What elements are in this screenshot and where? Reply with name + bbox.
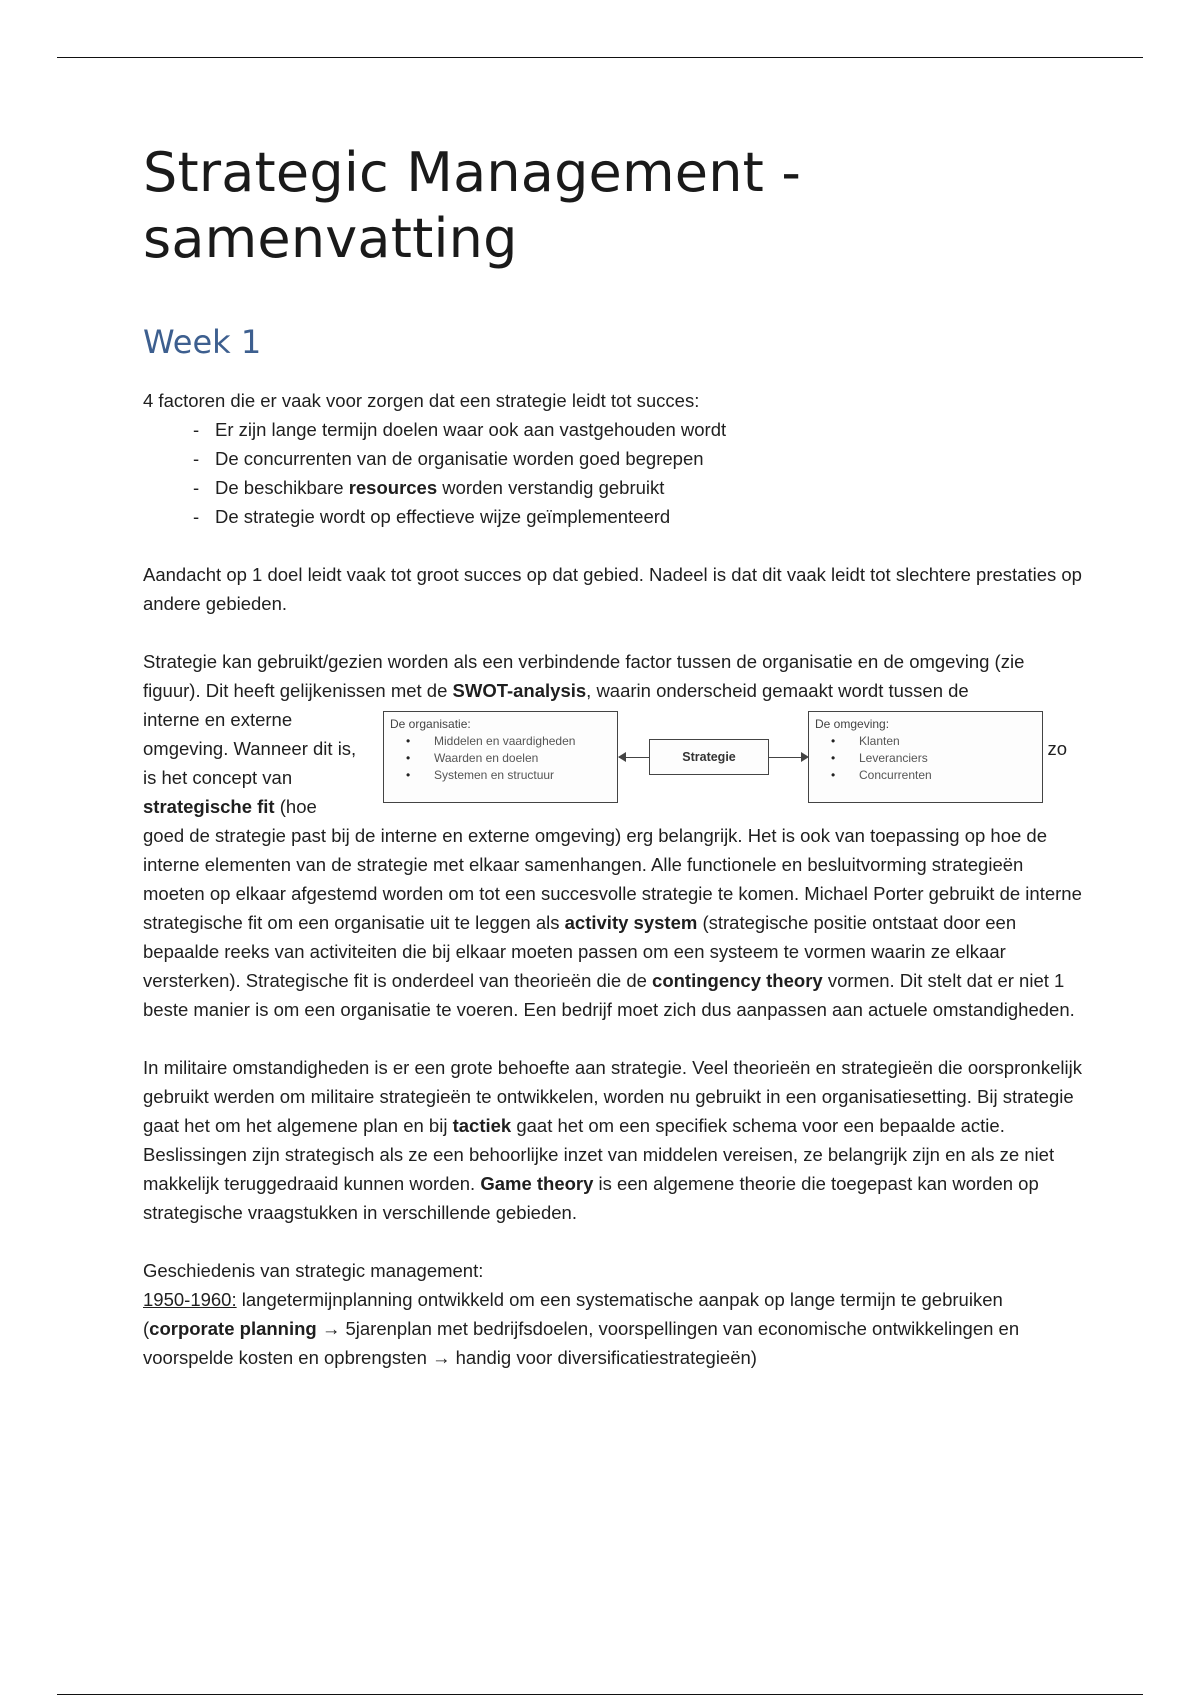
history-title: Geschiedenis van strategic management:: [143, 1260, 484, 1281]
history-period: 1950-1960:: [143, 1289, 237, 1310]
arrowhead-left: [618, 752, 626, 762]
environment-box: [808, 711, 1043, 803]
environment-item: • Klanten: [831, 733, 1036, 750]
environment-item: • Leveranciers: [831, 750, 1036, 767]
environment-box-title: De omgeving:: [815, 717, 890, 731]
factors-intro: 4 factoren die er vaak voor zorgen dat een strategie leidt tot succes:: [143, 390, 700, 411]
paragraph-militair: In militaire omstandigheden is er een grote behoefte aan strategie. Veel theorieën en strategieën die oorspronkelijk gebruikt werden om militaire strategieën te ontwikkelen, worden nu gebruikt in een organisatiesetting. Bij strategie gaat het om het algemene plan en bij tactiek gaat het om een specifiek schema voor een bepaalde actie. Beslissingen zijn strategisch als ze een behoorlijke inzet van middelen vereisen, ze belangrijk zijn en als ze niet makkelijk teruggedraaid kunnen worden. Game theory is een algemene theorie die toegepast kan worden op strategische vraagstukken in verschillende gebieden.: [143, 1057, 1082, 1223]
list-item: - De strategie wordt op effectieve wijze geïmplementeerd: [193, 502, 1083, 531]
organisation-item: • Systemen en structuur: [406, 767, 611, 784]
organisation-item: • Middelen en vaardigheden: [406, 733, 611, 750]
organisation-box-title: De organisatie:: [390, 717, 471, 731]
bottom-rule: [57, 1694, 1143, 1695]
paragraph-aandacht: Aandacht op 1 doel leidt vaak tot groot succes op dat gebied. Nadeel is dat dit vaak leidt tot slechtere prestaties op andere gebieden.: [143, 564, 1082, 614]
list-item: - De concurrenten van de organisatie worden goed begrepen: [193, 444, 1083, 473]
top-rule: [57, 57, 1143, 58]
strategy-box: Strategie: [649, 739, 769, 775]
strategy-figure: [383, 711, 1043, 807]
page-title: Strategic Management - samenvatting: [143, 141, 802, 270]
organisation-item: • Waarden en doelen: [406, 750, 611, 767]
list-item: - Er zijn lange termijn doelen waar ook aan vastgehouden wordt: [193, 415, 1083, 444]
list-item: - De beschikbare resources worden verstandig gebruikt: [193, 473, 1083, 502]
wrap-word-zo: zo: [1047, 738, 1067, 759]
paragraph-strategie: Strategie kan gebruikt/gezien worden als een verbindende factor tussen de organisatie en de omgeving (zie figuur). Dit heeft gelijkenissen met de SWOT-analysis, waarin onderscheid gemaakt wordt tussen de interne en externe omgeving. Wanneer dit is, is het concept van strategische fit (hoe De organisatie: • Middelen en vaardigheden • Waarden en doelen • Systemen en structuur Strategie De omgeving: • Klanten • Leveranciers • Concurrenten zo goed de strategie past bij de interne en externe omgeving) erg belangrijk. Het is ook van toepassing op hoe de interne elementen van de strategie met elkaar samenhangen. Alle functionele en besluitvorming strategieën moeten op elkaar afgestemd worden om tot een succesvolle strategie te komen. Michael Porter gebruikt de interne strategische fit om een organisatie uit te leggen als activity system (strategische positie ontstaat door een bepaalde reeks van activiteiten die bij elkaar moeten passen om een systeem te vormen waarin ze elkaar versterken). Strategische fit is onderdeel van theorieën die de contingency theory vormen. Dit stelt dat er niet 1 beste manier is om een organisatie te voeren. Een bedrijf moet zich dus aanpassen aan actuele omstandigheden.: [143, 647, 1083, 1024]
organisation-box: [383, 711, 618, 803]
factors-list: [143, 415, 1083, 531]
section-heading-week-1: Week 1: [143, 323, 262, 361]
environment-item: • Concurrenten: [831, 767, 1036, 784]
paragraph-geschiedenis: Geschiedenis van strategic management: 1950-1960: langetermijnplanning ontwikkeld om een systematische aanpak op lange termijn te gebruiken (corporate planning → 5jarenplan met bedrijfsdoelen, voorspellingen van economische ontwikkelingen en voorspelde kosten en opbrengsten → handig voor diversificatiestrategieën): [143, 1256, 1083, 1372]
document-page: [143, 140, 1083, 1372]
